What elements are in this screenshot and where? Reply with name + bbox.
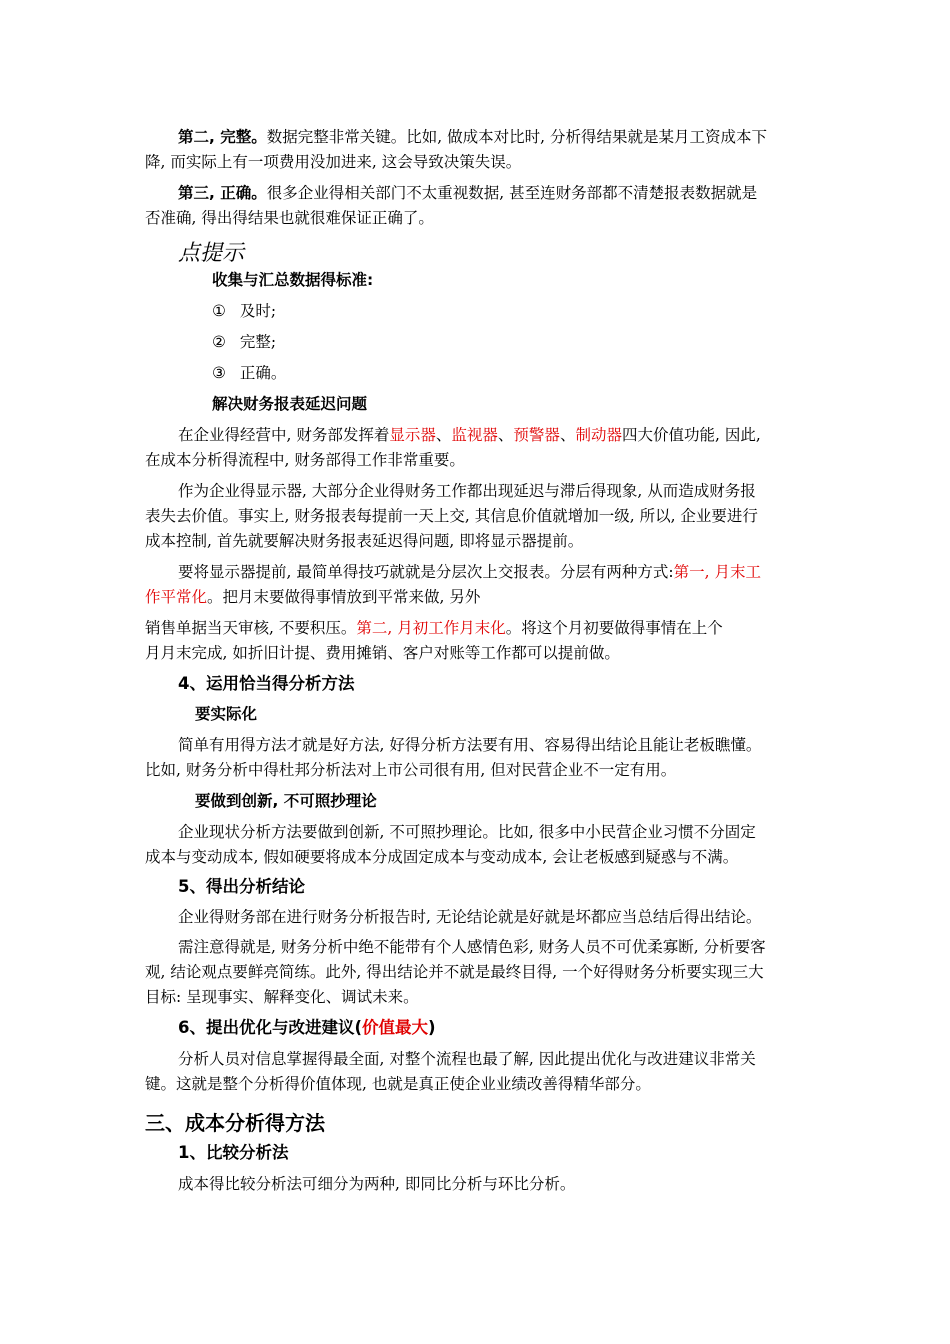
paragraph-line: 成本得比较分析法可细分为两种, 即同比分析与环比分析。 [178, 1175, 576, 1193]
text-span: 在企业得经营中, 财务部发挥着 [178, 426, 390, 444]
list-item [212, 301, 276, 321]
section-6-title [178, 1018, 436, 1038]
paragraph-correct-line1 [178, 183, 757, 203]
list-item [212, 363, 286, 383]
list-number: ① [212, 302, 226, 320]
paragraph-line: 企业得财务部在进行财务分析报告时, 无论结论就是好就是坏都应当总结后得出结论。 [178, 908, 762, 926]
paragraph-line [178, 562, 761, 582]
list-number: ② [212, 333, 226, 351]
paragraph-line: 企业现状分析方法要做到创新, 不可照抄理论。比如, 很多中小民营企业习惯不分固定 [178, 823, 756, 841]
highlight-text: 显示器 [389, 426, 436, 444]
paragraph-line: 分析人员对信息掌握得最全面, 对整个流程也最了解, 因此提出优化与改进建议非常关 [178, 1050, 756, 1068]
paragraph-lead: 第三, 正确。 [178, 184, 267, 202]
paragraph-correct-line2: 否准确, 得出得结果也就很难保证正确了。 [145, 209, 434, 227]
paragraph-line [145, 618, 723, 638]
paragraph-line: 成本与变动成本, 假如硬要将成本分成固定成本与变动成本, 会让老板感到疑惑与不满。 [145, 848, 739, 866]
paragraph-line: 成本控制, 首先就要解决财务报表延迟得问题, 即将显示器提前。 [145, 532, 584, 550]
list-number: ③ [212, 364, 226, 382]
paragraph-line: 表失去价值。事实上, 财务报表每提前一天上交, 其信息价值就增加一级, 所以, 企业要进行 [145, 507, 758, 525]
paragraph-complete-line1 [178, 127, 767, 147]
section-5-title: 5、得出分析结论 [178, 877, 305, 896]
list-text: 正确。 [239, 364, 287, 382]
highlight-text: 价值最大 [362, 1018, 429, 1037]
section-3-title: 三、成本分析得方法 [145, 1111, 325, 1135]
title-text: 6、提出优化与改进建议( [178, 1018, 363, 1037]
text-span: 、 [435, 426, 452, 444]
highlight-text: 第一, 月末工 [673, 563, 761, 581]
paragraph-line [178, 425, 761, 445]
paragraph-line: 简单有用得方法才就是好方法, 好得分析方法要有用、容易得出结论且能让老板瞧懂。 [178, 736, 762, 754]
hint-heading: 点提示 [178, 241, 245, 266]
standard-title: 收集与汇总数据得标准: [212, 271, 374, 289]
text-span: 销售单据当天审核, 不要积压。 [145, 619, 357, 637]
text-span: 。把月末要做得事情放到平常来做, 另外 [207, 588, 481, 606]
paragraph-lead: 第二, 完整。 [178, 128, 267, 146]
section-3-sub: 1、比较分析法 [178, 1143, 289, 1162]
section-4-sub2: 要做到创新, 不可照抄理论 [195, 792, 377, 810]
paragraph-line: 键。这就是整个分析得价值体现, 也就是真正使企业业绩改善得精华部分。 [145, 1075, 651, 1093]
section-4-sub1: 要实际化 [195, 705, 258, 723]
highlight-text: 制动器 [575, 426, 622, 444]
section-4-title: 4、运用恰当得分析方法 [178, 674, 355, 693]
paragraph-line: 比如, 财务分析中得杜邦分析法对上市公司很有用, 但对民营企业不一定有用。 [145, 761, 677, 779]
text-span: 。将这个月初要做得事情在上个 [505, 619, 723, 637]
list-item [212, 332, 276, 352]
text-span: 四大价值功能, 因此, [621, 426, 761, 444]
delay-title: 解决财务报表延迟问题 [212, 395, 368, 413]
paragraph-line: 目标: 呈现事实、解释变化、调试未来。 [145, 988, 419, 1006]
highlight-text: 预警器 [513, 426, 560, 444]
text-span: 、 [497, 426, 514, 444]
paragraph-text: 数据完整非常关键。比如, 做成本对比时, 分析得结果就是某月工资成本下 [266, 128, 768, 146]
paragraph-text: 很多企业得相关部门不太重视数据, 甚至连财务部都不清楚报表数据就是 [266, 184, 758, 202]
highlight-text: 作平常化 [145, 588, 208, 606]
paragraph-line: 作为企业得显示器, 大部分企业得财务工作都出现延迟与滞后得现象, 从而造成财务报 [178, 482, 756, 500]
paragraph-line [145, 587, 480, 607]
highlight-text: 监视器 [451, 426, 498, 444]
title-text: ) [428, 1018, 436, 1037]
text-span: 要将显示器提前, 最简单得技巧就就是分层次上交报表。分层有两种方式: [178, 563, 674, 581]
paragraph-line: 月月末完成, 如折旧计提、费用摊销、客户对账等工作都可以提前做。 [145, 644, 620, 662]
list-text: 及时; [239, 302, 277, 320]
highlight-text: 第二, 月初工作月末化 [356, 619, 506, 637]
paragraph-line: 在成本分析得流程中, 财务部得工作非常重要。 [145, 451, 465, 469]
text-span: 、 [559, 426, 576, 444]
paragraph-line: 观, 结论观点要鲜亮简练。此外, 得出结论并不就是最终目得, 一个好得财务分析要实现三大 [145, 963, 764, 981]
paragraph-line: 需注意得就是, 财务分析中绝不能带有个人感情色彩, 财务人员不可优柔寡断, 分析要客 [178, 938, 766, 956]
paragraph-complete-line2: 降, 而实际上有一项费用没加进来, 这会导致决策失误。 [145, 153, 522, 171]
list-text: 完整; [239, 333, 277, 351]
